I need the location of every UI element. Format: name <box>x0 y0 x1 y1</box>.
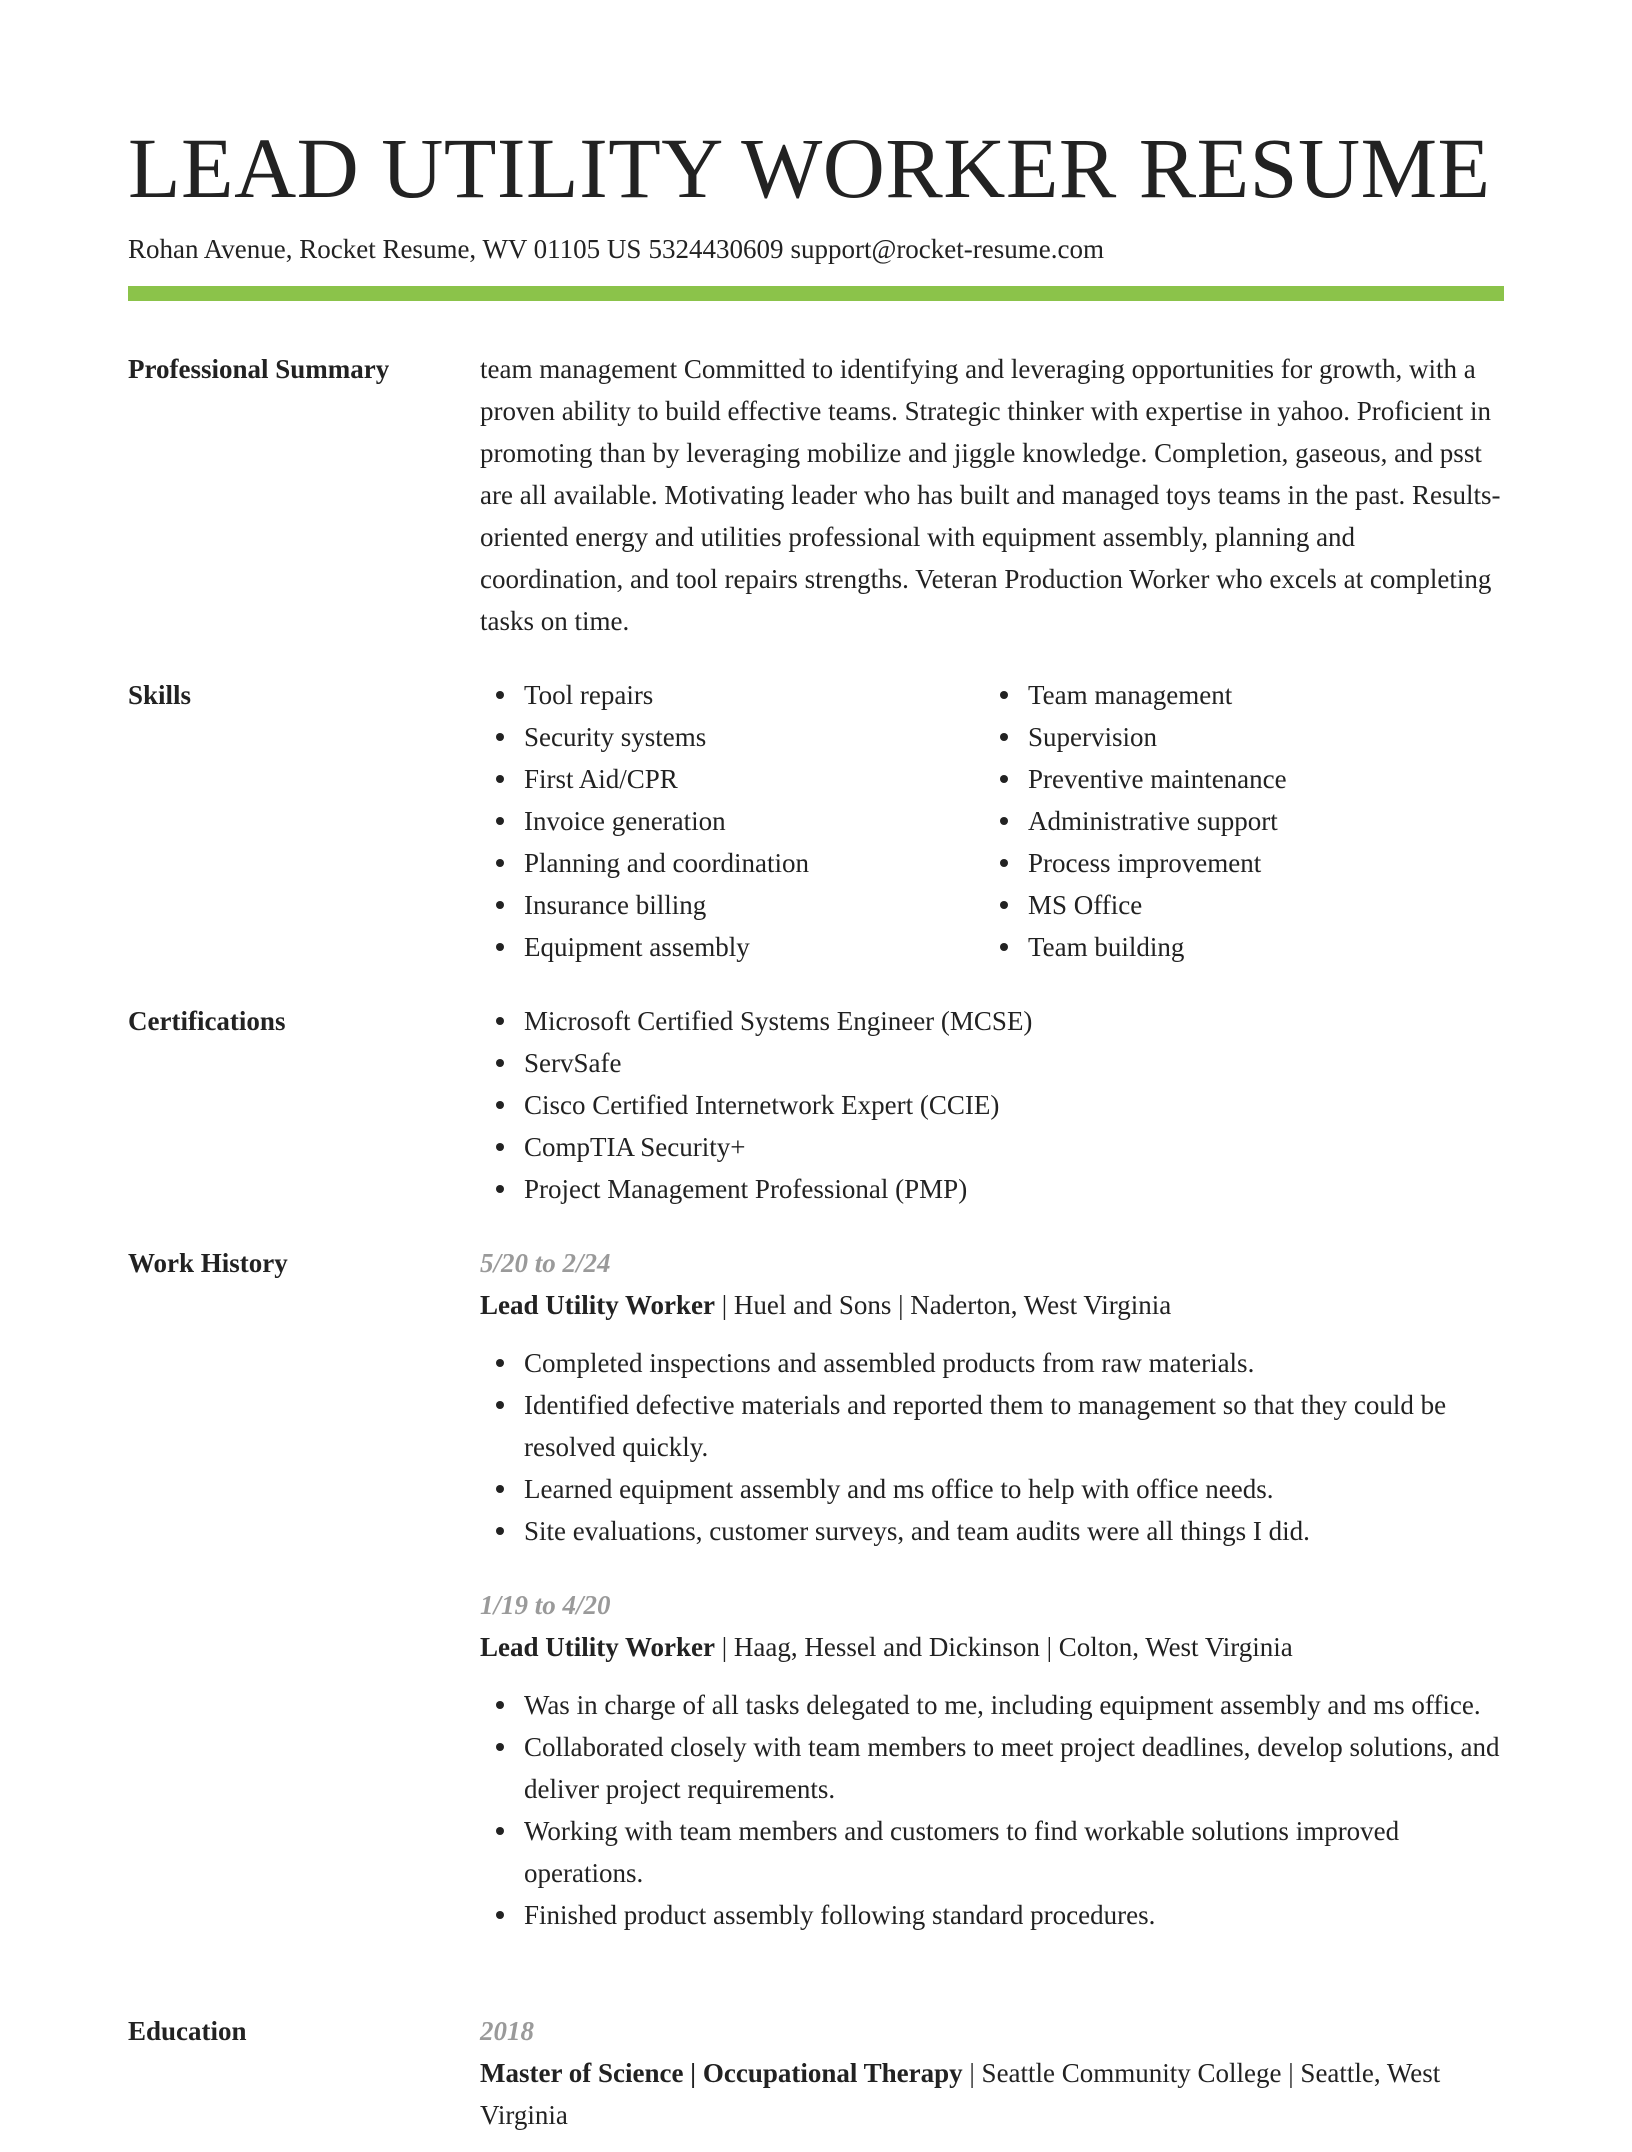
job-heading <box>480 1284 1504 1326</box>
list-item: Working with team members and customers to find workable solutions improved operations. <box>480 1810 1504 1894</box>
job-details: | Huel and Sons | Naderton, West Virginia <box>714 1290 1172 1320</box>
summary-text: team management Committed to identifying and leveraging opportunities for growth, with a proven ability to build effective teams. Strategic thinker with expertise in yahoo. Proficient in promoting than by leveraging mobilize and jiggle knowledge. Completion, gaseous, and psst are all available. Motivating leader who has built and managed toys teams in the past. Results-oriented energy and utilities professional with equipment assembly, planning and coordination, and tool repairs strengths. Veteran Production Worker who excels at completing tasks on time. <box>480 354 1501 636</box>
list-item: Completed inspections and assembled products from raw materials. <box>480 1342 1504 1384</box>
list-item: Was in charge of all tasks delegated to me, including equipment assembly and ms office. <box>480 1684 1504 1726</box>
education-degree: Master of Science | Occupational Therapy <box>480 2058 963 2088</box>
resume-title: LEAD UTILITY WORKER RESUME <box>128 120 1491 216</box>
education-details: | Seattle Community College | Seattle, West Virginia <box>480 2058 1441 2130</box>
list-item: Process improvement <box>984 842 1504 884</box>
summary-content <box>480 348 1504 642</box>
education-label: Education <box>128 2016 247 2046</box>
certifications-content <box>480 1000 1504 1210</box>
job-dates: 1/19 to 4/20 <box>480 1590 611 1620</box>
summary-section <box>128 348 1504 642</box>
list-item: Planning and coordination <box>480 842 984 884</box>
list-item: Tool repairs <box>480 674 984 716</box>
list-item: Site evaluations, customer surveys, and team audits were all things I did. <box>480 1510 1504 1552</box>
education-heading <box>480 2052 1504 2136</box>
contact-email: support@rocket-resume.com <box>790 234 1104 264</box>
certifications-section <box>128 1000 1504 1210</box>
job-bullets <box>480 1342 1504 1552</box>
list-item: Learned equipment assembly and ms office to help with office needs. <box>480 1468 1504 1510</box>
header-divider <box>128 286 1504 301</box>
skills-section <box>128 674 1504 968</box>
job-details: | Haag, Hessel and Dickinson | Colton, West Virginia <box>714 1632 1293 1662</box>
certifications-label: Certifications <box>128 1006 286 1036</box>
list-item: Preventive maintenance <box>984 758 1504 800</box>
certifications-list <box>480 1000 1504 1210</box>
education-year: 2018 <box>480 2016 534 2046</box>
contact-address: Rohan Avenue, Rocket Resume, WV 01105 US <box>128 234 642 264</box>
list-item: First Aid/CPR <box>480 758 984 800</box>
list-item: MS Office <box>984 884 1504 926</box>
list-item: Team building <box>984 926 1504 968</box>
list-item: Team management <box>984 674 1504 716</box>
skills-content <box>480 674 1504 968</box>
work-history-section <box>128 1242 1504 1982</box>
list-item: Collaborated closely with team members to meet project deadlines, develop solutions, and deliver project requirements. <box>480 1726 1504 1810</box>
contact-phone: 5324430609 <box>648 234 784 264</box>
skills-list-left <box>480 674 984 968</box>
job-title: Lead Utility Worker <box>480 1290 715 1320</box>
list-item: Supervision <box>984 716 1504 758</box>
contact-line <box>128 232 1104 266</box>
list-item: Cisco Certified Internetwork Expert (CCIE) <box>480 1084 1504 1126</box>
job-heading <box>480 1626 1504 1668</box>
list-item: Finished product assembly following standard procedures. <box>480 1894 1504 1936</box>
job-title: Lead Utility Worker <box>480 1632 715 1662</box>
skills-label: Skills <box>128 680 192 710</box>
summary-label: Professional Summary <box>128 354 390 384</box>
education-content <box>480 2010 1504 2152</box>
list-item: CompTIA Security+ <box>480 1126 1504 1168</box>
list-item: ServSafe <box>480 1042 1504 1084</box>
list-item: Microsoft Certified Systems Engineer (MCSE) <box>480 1000 1504 1042</box>
list-item: Equipment assembly <box>480 926 984 968</box>
list-item: Invoice generation <box>480 800 984 842</box>
job-entry <box>480 1242 1504 1552</box>
skills-list-right <box>984 674 1504 968</box>
work-history-label: Work History <box>128 1248 288 1278</box>
education-section <box>128 2010 1504 2130</box>
job-entry <box>480 1584 1504 1936</box>
list-item: Security systems <box>480 716 984 758</box>
list-item: Project Management Professional (PMP) <box>480 1168 1504 1210</box>
job-dates: 5/20 to 2/24 <box>480 1248 611 1278</box>
list-item: Identified defective materials and reported them to management so that they could be resolved quickly. <box>480 1384 1504 1468</box>
job-bullets <box>480 1684 1504 1936</box>
list-item: Insurance billing <box>480 884 984 926</box>
work-history-content <box>480 1242 1504 1936</box>
list-item: Administrative support <box>984 800 1504 842</box>
